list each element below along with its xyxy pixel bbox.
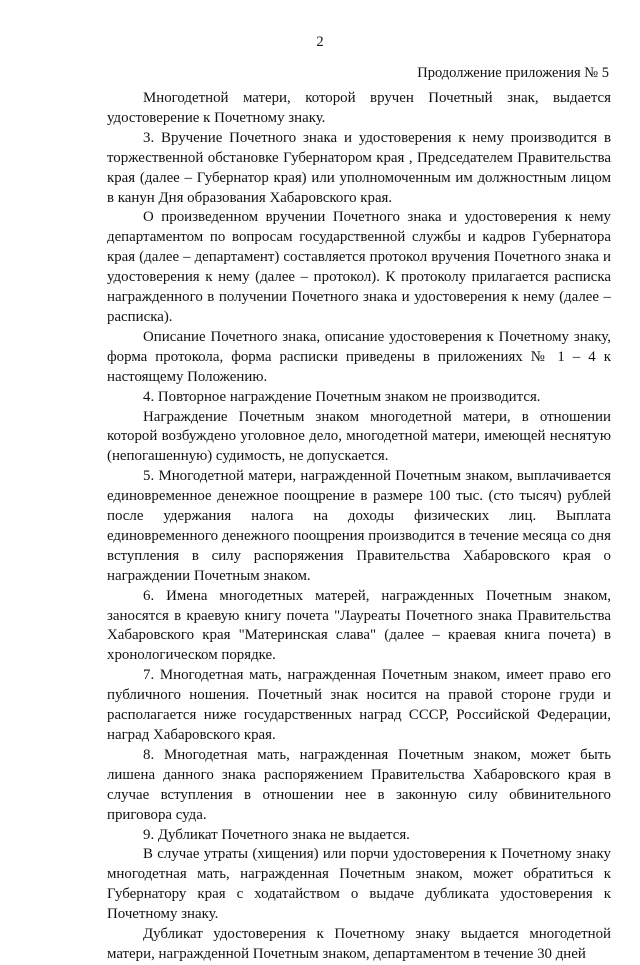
paragraph: 6. Имена многодетных матерей, награжденных Почетным знаком, заносятся в краевую книгу почета "Лауреаты Почетного знака Правительства Хабаровского края "Материнская слава" (далее – краевая книга почета) в хронологическом порядке. [107,587,611,664]
paragraph: 4. Повторное награждение Почетным знаком не производится. [143,388,541,405]
paragraph: 5. Многодетной матери, награжденной Почетным знаком, выплачивается единовременное денежное поощрение в размере 100 тыс. (сто тысяч) рублей после удержания налога на доходы физических лиц. Выплата единовременного денежного поощрения производится в течение месяца со дня вступления в силу распоряжения Правительства Хабаровского края о награждении Почетным знаком. [107,468,611,584]
paragraph: Дубликат удостоверения к Почетному знаку выдается многодетной матери, награжденной Почетным знаком, департаментом в течение 30 дней [107,926,611,962]
paragraph: Многодетной матери, которой вручен Почетный знак, выдается удостоверение к Почетному знаку. [107,90,611,126]
paragraph: 7. Многодетная мать, награжденная Почетным знаком, имеет право его публичного ношения. Почетный знак носится на правой стороне груди и располагается ниже государственных наград СССР, Российской Федерации, наград Хабаровского края. [107,667,611,743]
paragraph: В случае утраты (хищения) или порчи удостоверения к Почетному знаку многодетная мать, награжденная Почетным знаком, может обратиться к Губернатору края с ходатайством о выдаче дубликата удостоверения к Почетному знаку. [107,846,611,923]
paragraph: 9. Дубликат Почетного знака не выдается. [143,826,410,843]
page-number: 2 [316,34,324,50]
paragraph: 3. Вручение Почетного знака и удостоверения к нему производится в торжественной обстановке Губернатором края , Председателем Правительства края (далее – Губернатор края) или уполномоченным им должностным лицом в канун Дня образования Хабаровского края. [107,129,611,206]
paragraph: О произведенном вручении Почетного знака и удостоверения к нему департаментом по вопросам государственной службы и кадров Губернатора края (далее – департамент) составляется протокол вручения Почетного знака и удостоверения к нему (далее – протокол). К протоколу прилагается расписка награжденного в получении Почетного знака и удостоверения к нему (далее – расписка). [107,209,611,325]
document-body [107,89,611,965]
appendix-continuation-header: Продолжение приложения № 5 [417,65,609,81]
paragraph: Награждение Почетным знаком многодетной матери, в отношении которой возбуждено уголовное дело, многодетной матери, имеющей неснятую (непогашенную) судимость, не допускается. [107,408,611,465]
paragraph: Описание Почетного знака, описание удостоверения к Почетному знаку, форма протокола, форма расписки приведены в приложениях № 1 – 4 к настоящему Положению. [107,328,611,385]
paragraph: 8. Многодетная мать, награжденная Почетным знаком, может быть лишена данного знака распоряжением Правительства Хабаровского края в случае вступления в отношении нее в законную силу обвинительного приговора суда. [107,746,611,823]
